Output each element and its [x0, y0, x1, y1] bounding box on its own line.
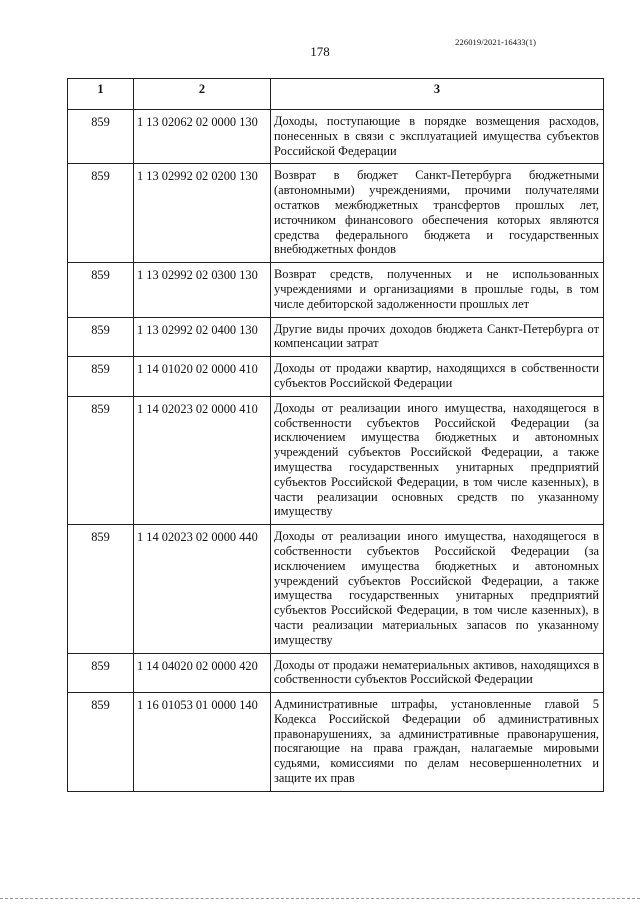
description-cell: Другие виды прочих доходов бюджета Санкт-Петербурга от компенсации затрат: [271, 317, 604, 357]
kbk-cell: 1 14 02023 02 0000 440: [134, 525, 271, 653]
kbk-cell: 1 13 02992 02 0400 130: [134, 317, 271, 357]
column-header-description: 3: [271, 79, 604, 110]
table-row: [68, 653, 604, 693]
table-row: [68, 357, 604, 397]
admin-code-cell: 859: [68, 525, 134, 653]
description-cell: Доходы, поступающие в порядке возмещения расходов, понесенных в связи с эксплуатацией имущества субъектов Российской Федерации: [271, 110, 604, 164]
table-row: [68, 396, 604, 524]
page-number: 178: [310, 44, 330, 59]
table-row: [68, 317, 604, 357]
kbk-cell: 1 13 02062 02 0000 130: [134, 110, 271, 164]
admin-code-cell: 859: [68, 396, 134, 524]
kbk-cell: 1 13 02992 02 0200 130: [134, 164, 271, 263]
description-cell: Доходы от продажи нематериальных активов, находящихся в собственности субъектов Российской Федерации: [271, 653, 604, 693]
table-row: [68, 263, 604, 317]
column-header-kbk: 2: [134, 79, 271, 110]
description-cell: Доходы от реализации иного имущества, находящегося в собственности субъектов Российской Федерации (за исключением имущества бюджетных и автономных учреждений субъектов Российской Федерации, а также имущества государственных унитарных предприятий субъектов Российской Федерации, в том числе казенных), в части реализации основных средств по указанному имуществу: [271, 396, 604, 524]
revenue-codes-table: [67, 78, 604, 792]
document-id: 226019/2021-16433(1): [455, 37, 536, 47]
admin-code-cell: 859: [68, 164, 134, 263]
kbk-cell: 1 14 02023 02 0000 410: [134, 396, 271, 524]
column-header-admin-code: 1: [68, 79, 134, 110]
table-header-row: [68, 79, 604, 110]
kbk-cell: 1 16 01053 01 0000 140: [134, 693, 271, 792]
kbk-cell: 1 14 01020 02 0000 410: [134, 357, 271, 397]
table-row: [68, 164, 604, 263]
admin-code-cell: 859: [68, 110, 134, 164]
description-cell: Административные штрафы, установленные главой 5 Кодекса Российской Федерации об административных правонарушениях, за административные правонарушения, посягающие на права граждан, налагаемые мировыми судьями, комиссиями по делам несовершеннолетних и защите их прав: [271, 693, 604, 792]
scan-edge-line: [0, 898, 640, 899]
table-row: [68, 110, 604, 164]
description-cell: Доходы от реализации иного имущества, находящегося в собственности субъектов Российской Федерации (за исключением имущества бюджетных и автономных учреждений субъектов Российской Федерации, а также имущества государственных унитарных предприятий субъектов Российской Федерации, в том числе казенных), в части реализации материальных запасов по указанному имуществу: [271, 525, 604, 653]
description-cell: Возврат средств, полученных и не использованных учреждениями и организациями в прошлые годы, в том числе дебиторской задолженности прошлых лет: [271, 263, 604, 317]
admin-code-cell: 859: [68, 357, 134, 397]
table-row: [68, 693, 604, 792]
kbk-cell: 1 13 02992 02 0300 130: [134, 263, 271, 317]
kbk-cell: 1 14 04020 02 0000 420: [134, 653, 271, 693]
admin-code-cell: 859: [68, 263, 134, 317]
description-cell: Возврат в бюджет Санкт-Петербурга бюджетными (автономными) учреждениями, прочими получателями остатков межбюджетных трансфертов прошлых лет, источником финансового обеспечения которых являются средства федерального бюджета и государственных внебюджетных фондов: [271, 164, 604, 263]
table-row: [68, 525, 604, 653]
description-cell: Доходы от продажи квартир, находящихся в собственности субъектов Российской Федерации: [271, 357, 604, 397]
admin-code-cell: 859: [68, 693, 134, 792]
admin-code-cell: 859: [68, 317, 134, 357]
admin-code-cell: 859: [68, 653, 134, 693]
